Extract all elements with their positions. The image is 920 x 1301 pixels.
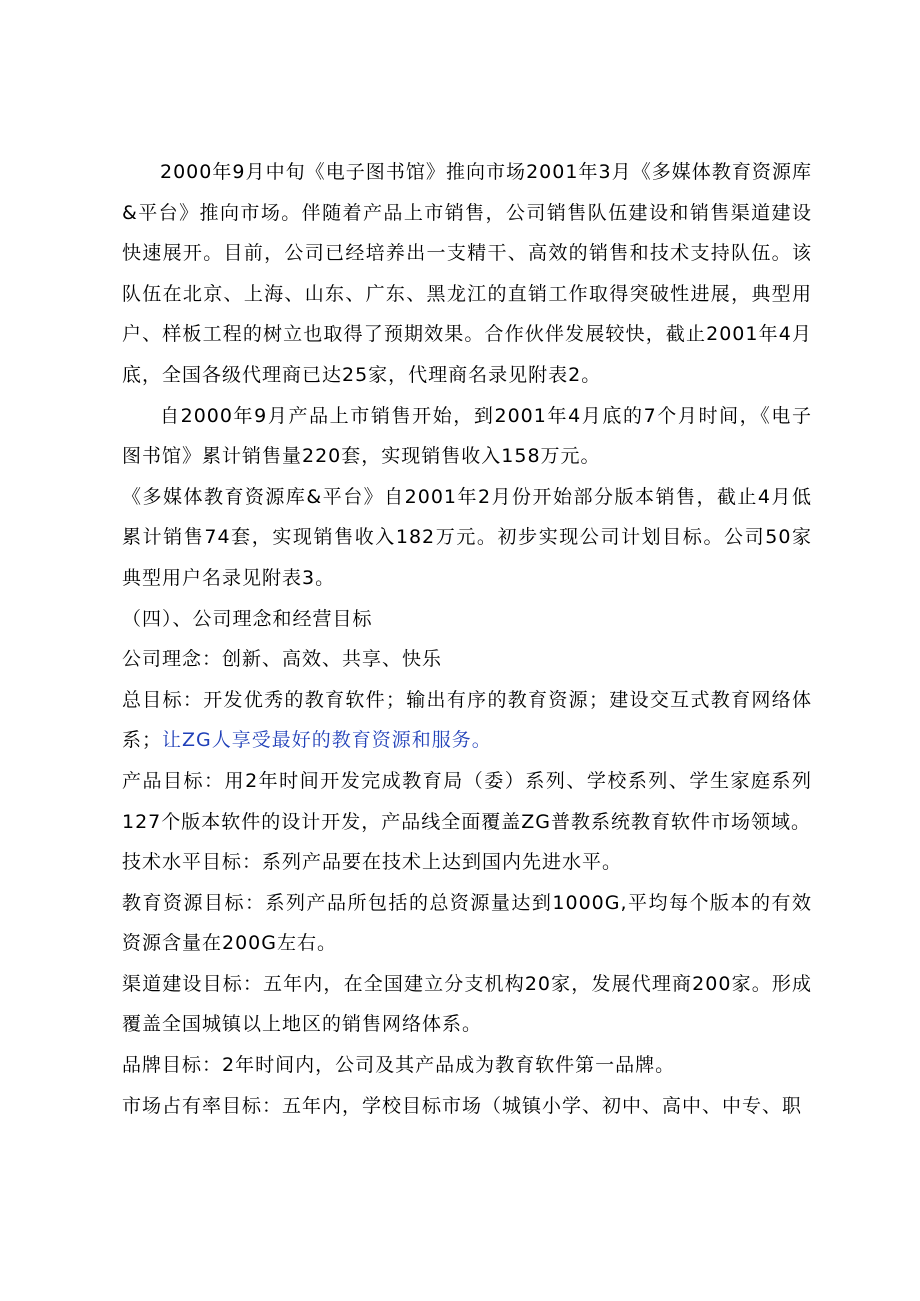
overall-goal-text: 总目标：开发优秀的教育软件；输出有序的教育资源；建设交互式教育网络体系；	[122, 688, 812, 752]
paragraph-brand-goal: 品牌目标：2年时间内，公司及其产品成为教育软件第一品牌。	[122, 1054, 676, 1077]
paragraph-resource-sales: 《多媒体教育资源库&平台》自2001年2月份开始部分版本销售，截止4月低累计销售74套，实现销售收入182万元。初步实现公司计划目标。公司50家典型用户名录见附表3。	[122, 485, 812, 589]
paragraph-sales-progress: 2000年9月中旬《电子图书馆》推向市场2001年3月《多媒体教育资源库&平台》推向市场。伴随着产品上市销售，公司销售队伍建设和销售渠道建设快速展开。目前，公司已经培养出一支精干、高效的销售和技术支持队伍。该队伍在北京、上海、山东、广东、黑龙江的直销工作取得突破性进展，典型用户、样板工程的树立也取得了预期效果。合作伙伴发展较快，截止2001年4月底，全国各级代理商已达25家，代理商名录见附表2。	[122, 161, 812, 386]
paragraph-company-philosophy: 公司理念：创新、高效、共享、快乐	[122, 648, 443, 671]
paragraph-product-goal: 产品目标：用2年时间开发完成教育局（委）系列、学校系列、学生家庭系列127个版本软件的设计开发，产品线全面覆盖ZG普教系统教育软件市场领域。	[122, 769, 812, 833]
paragraph-technology-goal: 技术水平目标：系列产品要在技术上达到国内先进水平。	[122, 851, 623, 874]
overall-goal-highlight: 让ZG人享受最好的教育资源和服务。	[162, 729, 492, 752]
paragraph-overall-goal	[122, 680, 812, 761]
paragraph-resource-goal: 教育资源目标：系列产品所包括的总资源量达到1000G,平均每个版本的有效资源含量在200G左右。	[122, 891, 812, 955]
section-heading: （四）、公司理念和经营目标	[122, 607, 373, 630]
paragraph-channel-goal: 渠道建设目标：五年内，在全国建立分支机构20家，发展代理商200家。形成覆盖全国城镇以上地区的销售网络体系。	[122, 972, 812, 1036]
paragraph-market-share-goal: 市场占有率目标：五年内，学校目标市场（城镇小学、初中、高中、中专、职	[122, 1094, 803, 1117]
paragraph-library-sales: 自2000年9月产品上市销售开始，到2001年4月底的7个月时间，《电子图书馆》累计销售量220套，实现销售收入158万元。	[122, 404, 812, 468]
document-body	[122, 152, 812, 1126]
